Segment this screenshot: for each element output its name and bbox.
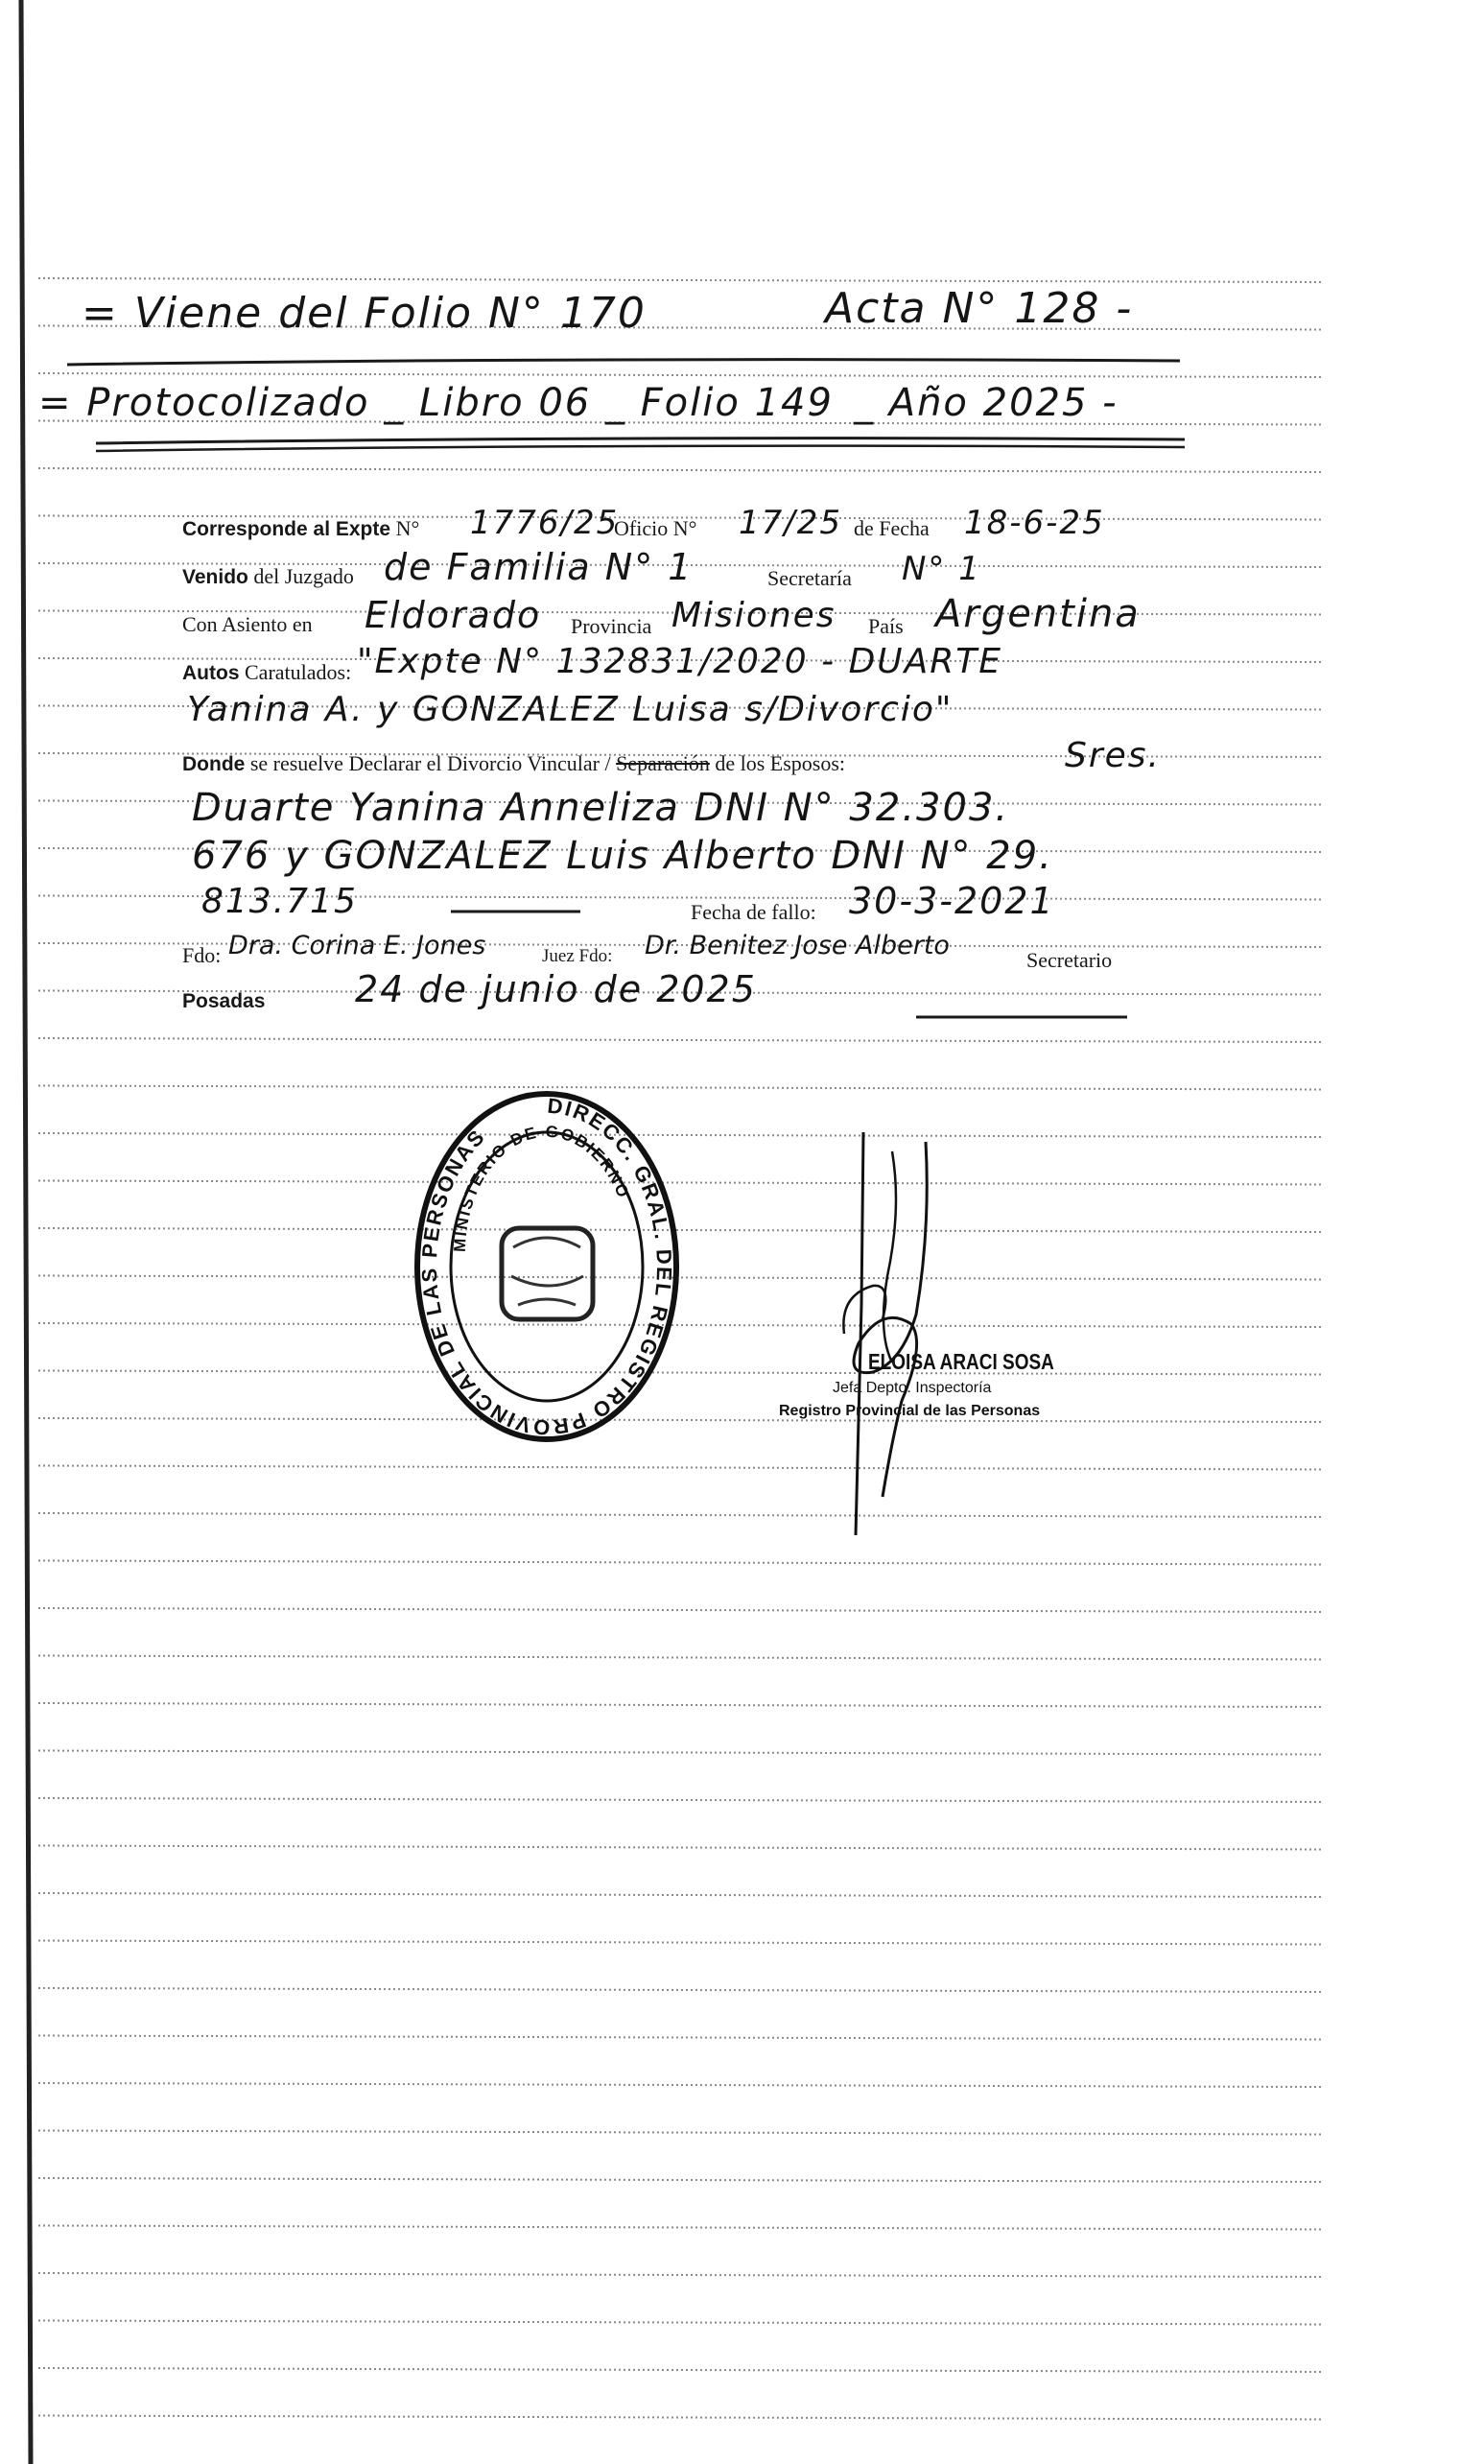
ruled-line — [38, 468, 1324, 472]
svg-text:DIRECC. GRAL. DEL REGISTRO PRO — [417, 1094, 676, 1440]
juzgado-value: de Familia N° 1 — [384, 546, 694, 588]
secretaria-label: Secretaría — [767, 566, 852, 590]
asiento-label: Con Asiento en — [182, 612, 313, 636]
signature-title: Jefa Depto. Inspectoría — [833, 1380, 992, 1396]
ruled-line — [38, 1608, 1324, 1612]
ruled-line — [38, 1038, 1324, 1042]
signature-name: ELOISA ARACI SOSA — [868, 1350, 1054, 1375]
pais-value: Argentina — [935, 592, 1141, 636]
esposos-value: Sres. — [1065, 736, 1161, 775]
expte-label-bold: Corresponde al Expte — [182, 518, 391, 540]
pais-label: País — [868, 614, 904, 638]
fdo-juez-value: Dra. Corina E. Jones — [228, 931, 486, 960]
fdo-label: Fdo: — [182, 943, 222, 967]
esposos-line3: 813.715 — [201, 882, 358, 921]
header-underline-3 — [96, 446, 1185, 451]
seal-emblem — [502, 1228, 593, 1319]
juez-label: Juez Fdo: — [542, 946, 613, 966]
ruled-line — [38, 2273, 1324, 2277]
ruled-line — [38, 2368, 1324, 2372]
expte-label-no: N° — [395, 516, 420, 540]
fecha-label: de Fecha — [854, 516, 930, 540]
donde-label-text: se resuelve Declarar el Divorcio Vincular / — [249, 751, 611, 775]
ruled-line — [38, 1703, 1324, 1707]
secretario-label: Secretario — [1026, 948, 1113, 972]
official-seal — [408, 1084, 686, 1449]
provincia-label: Provincia — [571, 614, 652, 638]
posadas-value: 24 de junio de 2025 — [355, 968, 757, 1010]
provincia-value: Misiones — [671, 596, 836, 635]
header-anio: _ Año 2025 - — [854, 381, 1119, 425]
ruled-line — [38, 1751, 1324, 1755]
header-underline-2 — [96, 438, 1185, 443]
ruled-line — [38, 2178, 1324, 2182]
ruled-line — [38, 1798, 1324, 1802]
oficio-value: 17/25 — [739, 504, 842, 542]
ruled-line — [38, 278, 1324, 282]
venido-label-bold: Venido — [182, 566, 248, 588]
left-margin-line — [21, 0, 31, 2464]
oficio-label: Oficio N° — [614, 516, 697, 540]
fallo-label: Fecha de fallo: — [691, 900, 816, 924]
header-viene-del-folio: = Viene del Folio N° 170 — [82, 289, 647, 338]
header-underline — [67, 360, 1180, 365]
venido-label — [182, 566, 354, 587]
ruled-line — [38, 1513, 1324, 1517]
posadas-label-bold: Posadas — [182, 990, 266, 1012]
autos-value-line1: "Expte N° 132831/2020 - DUARTE — [357, 642, 1003, 681]
separacion-label: Separación — [616, 751, 710, 775]
esposos-line1: Duarte Yanina Anneliza DNI N° 32.303. — [192, 786, 1010, 830]
donde-label-bold: Donde — [182, 753, 246, 775]
esposos-line2: 676 y GONZALEZ Luis Alberto DNI N° 29. — [192, 834, 1053, 878]
asiento-value: Eldorado — [365, 594, 542, 636]
handwritten-signature — [748, 1113, 1007, 1545]
ruled-line — [38, 1561, 1324, 1565]
ruled-line — [38, 2036, 1324, 2040]
fallo-value: 30-3-2021 — [849, 880, 1055, 922]
ruled-line — [38, 2083, 1324, 2087]
ruled-line — [38, 1988, 1324, 1992]
donde-label — [182, 753, 845, 774]
secretaria-value: N° 1 — [902, 550, 981, 588]
ruled-line — [38, 1466, 1324, 1470]
ruled-line — [38, 2416, 1324, 2420]
expte-label — [182, 518, 419, 539]
seal-outer-text: DIRECC. GRAL. DEL REGISTRO PROVINCIAL DE LAS PERSONAS — [416, 1093, 677, 1440]
ruled-line — [38, 1941, 1324, 1945]
signature-org: Registro Provincial de las Personas — [779, 1403, 1041, 1419]
ruled-line — [38, 2321, 1324, 2325]
header-acta-number: Acta N° 128 - — [825, 284, 1134, 333]
fdo-secretario-value: Dr. Benitez Jose Alberto — [645, 931, 950, 960]
ruled-line — [38, 2131, 1324, 2135]
header-protocolizado: = Protocolizado _ Libro 06 _ Folio 149 — [38, 381, 834, 425]
posadas-label — [182, 990, 265, 1011]
ruled-line — [38, 1846, 1324, 1850]
fecha-value: 18-6-25 — [964, 504, 1105, 542]
ruled-line — [38, 373, 1324, 377]
autos-label-text: Caratulados: — [245, 660, 352, 684]
seal-inner-text: MINISTERIO DE GOBIERNO — [450, 1122, 633, 1253]
ruled-line — [38, 2226, 1324, 2230]
autos-value-line2: Yanina A. y GONZALEZ Luisa s/Divorcio" — [187, 690, 954, 729]
expte-value: 1776/25 — [470, 504, 620, 542]
autos-label — [182, 662, 351, 683]
ruled-line — [38, 1893, 1324, 1897]
ruled-line — [38, 1656, 1324, 1660]
autos-label-bold: Autos — [182, 662, 240, 684]
venido-label-text: del Juzgado — [253, 564, 354, 588]
esposos-label: de los Esposos: — [715, 751, 846, 775]
